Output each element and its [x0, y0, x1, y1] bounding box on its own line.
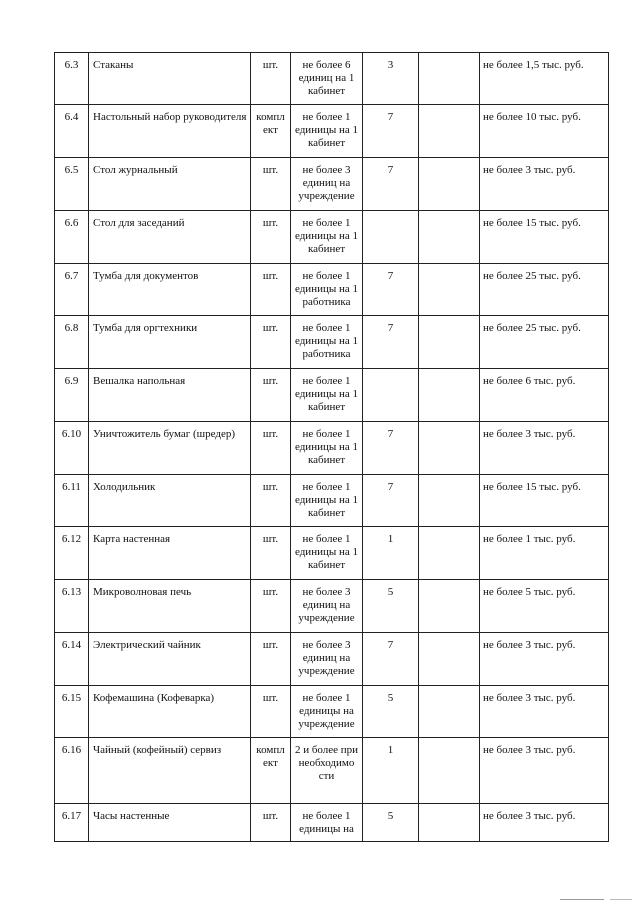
table-row: [55, 422, 609, 475]
table-row: [55, 211, 609, 264]
table-row: [55, 53, 609, 105]
item-name: Уничтожитель бумаг (шредер): [89, 422, 251, 475]
unit-of-measure: компл ект: [251, 738, 291, 804]
unit-of-measure: шт.: [251, 211, 291, 264]
quantity-norm: не более 1 единицы на учреждение: [291, 686, 363, 738]
price-limit: не более 3 тыс. руб.: [480, 686, 609, 738]
row-number: 6.11: [55, 475, 89, 527]
empty-cell: [419, 527, 480, 580]
empty-cell: [419, 633, 480, 686]
row-number: 6.3: [55, 53, 89, 105]
empty-cell: [419, 211, 480, 264]
row-number: 6.8: [55, 316, 89, 369]
price-limit: не более 3 тыс. руб.: [480, 738, 609, 804]
unit-of-measure: шт.: [251, 316, 291, 369]
price-limit: не более 3 тыс. руб.: [480, 422, 609, 475]
item-name: Настольный набор руководителя: [89, 105, 251, 158]
item-name: Часы настенные: [89, 804, 251, 842]
category-number: 7: [363, 316, 419, 369]
price-limit: не более 25 тыс. руб.: [480, 316, 609, 369]
empty-cell: [419, 264, 480, 316]
price-limit: не более 3 тыс. руб.: [480, 804, 609, 842]
category-number: 5: [363, 804, 419, 842]
category-number: 5: [363, 580, 419, 633]
unit-of-measure: шт.: [251, 53, 291, 105]
category-number: 1: [363, 738, 419, 804]
quantity-norm: не более 1 единицы на 1 кабинет: [291, 369, 363, 422]
row-number: 6.9: [55, 369, 89, 422]
item-name: Кофемашина (Кофеварка): [89, 686, 251, 738]
table-row: [55, 105, 609, 158]
table-row: [55, 158, 609, 211]
table-row: [55, 804, 609, 842]
price-limit: не более 10 тыс. руб.: [480, 105, 609, 158]
item-name: Чайный (кофейный) сервиз: [89, 738, 251, 804]
item-name: Электрический чайник: [89, 633, 251, 686]
quantity-norm: не более 1 единицы на 1 кабинет: [291, 475, 363, 527]
unit-of-measure: шт.: [251, 369, 291, 422]
row-number: 6.13: [55, 580, 89, 633]
quantity-norm: не более 1 единицы на 1 кабинет: [291, 211, 363, 264]
item-name: Стол для заседаний: [89, 211, 251, 264]
row-number: 6.6: [55, 211, 89, 264]
empty-cell: [419, 738, 480, 804]
empty-cell: [419, 158, 480, 211]
price-limit: не более 15 тыс. руб.: [480, 475, 609, 527]
table-row: [55, 527, 609, 580]
unit-of-measure: шт.: [251, 422, 291, 475]
category-number: 1: [363, 527, 419, 580]
item-name: Стол журнальный: [89, 158, 251, 211]
norms-table: [54, 52, 609, 842]
unit-of-measure: шт.: [251, 580, 291, 633]
page-edge-mark: [610, 899, 632, 900]
quantity-norm: не более 3 единиц на учреждение: [291, 158, 363, 211]
empty-cell: [419, 316, 480, 369]
row-number: 6.5: [55, 158, 89, 211]
category-number: 7: [363, 105, 419, 158]
item-name: Микроволновая печь: [89, 580, 251, 633]
item-name: Тумба для документов: [89, 264, 251, 316]
quantity-norm: не более 1 единицы на 1 кабинет: [291, 422, 363, 475]
category-number: 7: [363, 475, 419, 527]
unit-of-measure: компл ект: [251, 105, 291, 158]
empty-cell: [419, 53, 480, 105]
price-limit: не более 5 тыс. руб.: [480, 580, 609, 633]
page-edge-mark: [560, 899, 604, 900]
quantity-norm: не более 6 единиц на 1 кабинет: [291, 53, 363, 105]
unit-of-measure: шт.: [251, 475, 291, 527]
empty-cell: [419, 804, 480, 842]
row-number: 6.10: [55, 422, 89, 475]
table-row: [55, 264, 609, 316]
table-body: [55, 53, 609, 842]
row-number: 6.7: [55, 264, 89, 316]
unit-of-measure: шт.: [251, 264, 291, 316]
quantity-norm: не более 1 единицы на 1 работника: [291, 264, 363, 316]
item-name: Стаканы: [89, 53, 251, 105]
empty-cell: [419, 686, 480, 738]
row-number: 6.4: [55, 105, 89, 158]
category-number: [363, 369, 419, 422]
table-row: [55, 369, 609, 422]
unit-of-measure: шт.: [251, 158, 291, 211]
quantity-norm: не более 1 единицы на 1 кабинет: [291, 105, 363, 158]
table-row: [55, 475, 609, 527]
table-row: [55, 686, 609, 738]
category-number: [363, 211, 419, 264]
price-limit: не более 1 тыс. руб.: [480, 527, 609, 580]
quantity-norm: не более 1 единицы на 1 кабинет: [291, 527, 363, 580]
price-limit: не более 1,5 тыс. руб.: [480, 53, 609, 105]
price-limit: не более 3 тыс. руб.: [480, 158, 609, 211]
price-limit: не более 3 тыс. руб.: [480, 633, 609, 686]
row-number: 6.16: [55, 738, 89, 804]
quantity-norm: не более 1 единицы на 1 работника: [291, 316, 363, 369]
category-number: 3: [363, 53, 419, 105]
unit-of-measure: шт.: [251, 633, 291, 686]
category-number: 7: [363, 422, 419, 475]
item-name: Холодильник: [89, 475, 251, 527]
unit-of-measure: шт.: [251, 527, 291, 580]
empty-cell: [419, 105, 480, 158]
table-row: [55, 633, 609, 686]
table-row: [55, 580, 609, 633]
unit-of-measure: шт.: [251, 686, 291, 738]
quantity-norm: не более 3 единиц на учреждение: [291, 633, 363, 686]
item-name: Тумба для оргтехники: [89, 316, 251, 369]
quantity-norm: не более 1 единицы на: [291, 804, 363, 842]
quantity-norm: 2 и более при необходимо сти: [291, 738, 363, 804]
row-number: 6.17: [55, 804, 89, 842]
empty-cell: [419, 580, 480, 633]
category-number: 7: [363, 158, 419, 211]
quantity-norm: не более 3 единиц на учреждение: [291, 580, 363, 633]
row-number: 6.15: [55, 686, 89, 738]
table-row: [55, 738, 609, 804]
price-limit: не более 6 тыс. руб.: [480, 369, 609, 422]
price-limit: не более 15 тыс. руб.: [480, 211, 609, 264]
empty-cell: [419, 422, 480, 475]
empty-cell: [419, 369, 480, 422]
table-row: [55, 316, 609, 369]
row-number: 6.12: [55, 527, 89, 580]
row-number: 6.14: [55, 633, 89, 686]
item-name: Карта настенная: [89, 527, 251, 580]
category-number: 5: [363, 686, 419, 738]
item-name: Вешалка напольная: [89, 369, 251, 422]
category-number: 7: [363, 633, 419, 686]
category-number: 7: [363, 264, 419, 316]
price-limit: не более 25 тыс. руб.: [480, 264, 609, 316]
unit-of-measure: шт.: [251, 804, 291, 842]
empty-cell: [419, 475, 480, 527]
